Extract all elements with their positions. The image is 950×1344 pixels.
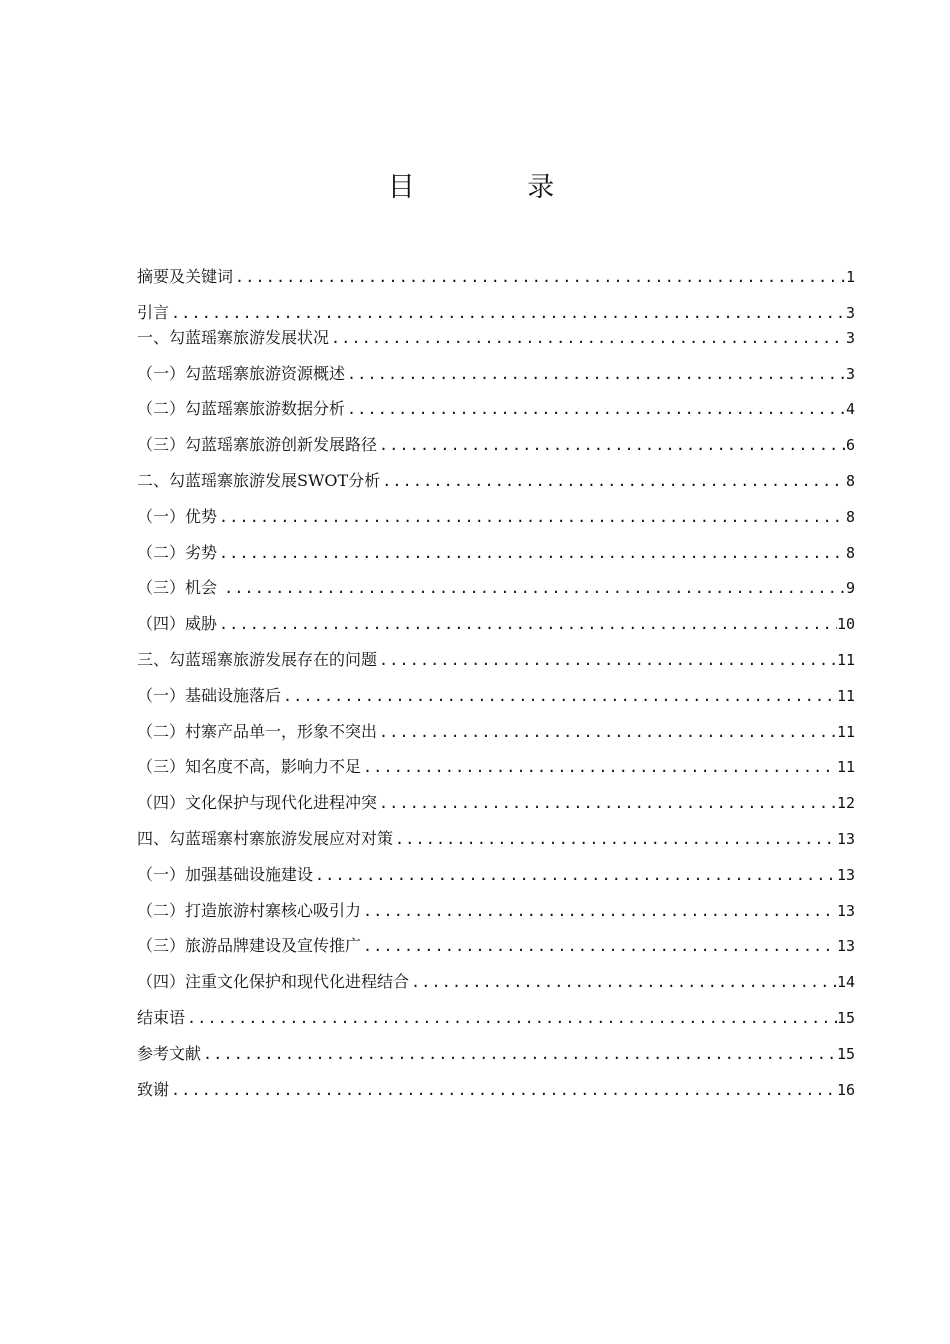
toc-entry-page: 13	[836, 901, 855, 920]
toc-entry-title: 摘要及关键词	[137, 267, 234, 286]
toc-leader-dots	[217, 614, 837, 634]
toc-entry[interactable]	[137, 323, 855, 348]
toc-entry-title: （二）勾蓝瑶寨旅游数据分析	[137, 399, 346, 419]
toc-entry[interactable]	[137, 1064, 855, 1100]
toc-entry-page: 13	[836, 829, 855, 848]
toc-entry[interactable]	[137, 742, 855, 778]
toc-entry[interactable]	[137, 992, 855, 1028]
toc-entry[interactable]	[137, 348, 855, 384]
toc-entry[interactable]	[137, 956, 855, 992]
toc-entry[interactable]	[137, 849, 855, 885]
toc-entry-page: 16	[836, 1080, 855, 1099]
toc-entry-page: 15	[836, 1008, 855, 1027]
toc-entry[interactable]	[137, 384, 855, 420]
toc-entry-page: 11	[836, 686, 855, 705]
toc-entry-title: （三）勾蓝瑶寨旅游创新发展路径	[137, 435, 378, 455]
toc-leader-dots	[377, 722, 837, 742]
toc-entry[interactable]	[137, 527, 855, 563]
toc-entry-title: 引言	[137, 302, 170, 322]
toc-entry-title: （四）文化保护与现代化进程冲突	[137, 793, 378, 813]
toc-entry-title: 二、勾蓝瑶寨旅游发展SWOT分析	[137, 470, 381, 490]
toc-leader-dots	[222, 578, 846, 598]
toc-entry-title: 参考文献	[137, 1043, 202, 1063]
toc-entry-page: 3	[845, 328, 855, 347]
toc-entry[interactable]	[137, 262, 855, 287]
toc-entry-title: （三）机会	[137, 578, 223, 598]
toc-entry-title: （三）旅游品牌建设及宣传推广	[137, 936, 362, 956]
table-of-contents	[137, 262, 855, 1100]
toc-entry[interactable]	[137, 563, 855, 599]
toc-entry-title: （二）劣势	[137, 542, 218, 562]
toc-leader-dots	[233, 267, 846, 287]
toc-entry-title: 致谢	[137, 1079, 170, 1099]
toc-leader-dots	[377, 435, 846, 455]
toc-entry-page: 13	[836, 937, 855, 956]
toc-entry-page: 6	[845, 436, 855, 455]
toc-leader-dots	[313, 865, 837, 885]
toc-entry[interactable]	[137, 670, 855, 706]
toc-leader-dots	[345, 364, 846, 384]
toc-entry[interactable]	[137, 885, 855, 921]
toc-entry[interactable]	[137, 634, 855, 670]
toc-entry[interactable]	[137, 455, 855, 491]
toc-entry-title: （四）注重文化保护和现代化进程结合	[137, 972, 410, 992]
toc-leader-dots	[345, 399, 846, 419]
toc-entry-page: 11	[836, 650, 855, 669]
toc-entry-title: 四、勾蓝瑶寨村寨旅游发展应对对策	[137, 828, 394, 848]
toc-leader-dots	[377, 650, 837, 670]
toc-entry-page: 8	[845, 471, 855, 490]
toc-entry[interactable]	[137, 813, 855, 849]
page-title: 目 录	[387, 172, 607, 203]
toc-entry-title: （一）优势	[137, 506, 218, 526]
toc-entry-title: 三、勾蓝瑶寨旅游发展存在的问题	[137, 649, 378, 669]
toc-entry[interactable]	[137, 777, 855, 813]
toc-leader-dots	[169, 1080, 837, 1100]
toc-leader-dots	[201, 1044, 837, 1064]
toc-leader-dots	[361, 757, 837, 777]
toc-leader-dots	[361, 936, 837, 956]
toc-leader-dots	[409, 972, 837, 992]
toc-entry-page: 4	[845, 400, 855, 419]
toc-leader-dots	[217, 507, 846, 527]
toc-leader-dots	[281, 686, 837, 706]
toc-entry[interactable]	[137, 598, 855, 634]
toc-entry-title: （二）打造旅游村寨核心吸引力	[137, 900, 362, 920]
toc-entry-title: （三）知名度不高，影响力不足	[137, 757, 362, 777]
toc-entry[interactable]	[137, 491, 855, 527]
toc-entry-page: 10	[836, 615, 855, 634]
toc-entry-page: 3	[845, 364, 855, 383]
toc-entry-title: （二）村寨产品单一，形象不突出	[137, 721, 378, 741]
toc-entry-page: 8	[845, 507, 855, 526]
toc-entry[interactable]	[137, 1028, 855, 1064]
toc-entry-page: 8	[845, 543, 855, 562]
toc-entry-page: 15	[836, 1044, 855, 1063]
toc-entry[interactable]	[137, 419, 855, 455]
toc-leader-dots	[217, 543, 846, 563]
toc-entry-page: 13	[836, 865, 855, 884]
toc-entry-title: （一）勾蓝瑶寨旅游资源概述	[137, 363, 346, 383]
toc-leader-dots	[185, 1008, 837, 1028]
toc-leader-dots	[393, 829, 837, 849]
toc-entry-page: 12	[836, 794, 855, 813]
toc-entry-title: 结束语	[137, 1007, 186, 1027]
toc-entry-page: 3	[845, 303, 855, 322]
toc-entry[interactable]	[137, 287, 855, 323]
toc-entry[interactable]	[137, 921, 855, 957]
toc-entry-page: 11	[836, 722, 855, 741]
toc-leader-dots	[377, 793, 837, 813]
toc-entry[interactable]	[137, 706, 855, 742]
toc-leader-dots	[380, 471, 846, 491]
toc-leader-dots	[361, 901, 837, 921]
toc-entry-title: （四）威胁	[137, 614, 218, 634]
toc-entry-page: 11	[836, 758, 855, 777]
toc-entry-title: 一、勾蓝瑶寨旅游发展状况	[137, 327, 330, 347]
toc-entry-page: 9	[845, 579, 855, 598]
toc-entry-page: 1	[845, 268, 855, 286]
toc-leader-dots	[169, 303, 846, 323]
toc-entry-title: （一）加强基础设施建设	[137, 864, 314, 884]
toc-entry-title: （一）基础设施落后	[137, 685, 282, 705]
toc-leader-dots	[329, 328, 846, 348]
toc-entry-page: 14	[836, 973, 855, 992]
